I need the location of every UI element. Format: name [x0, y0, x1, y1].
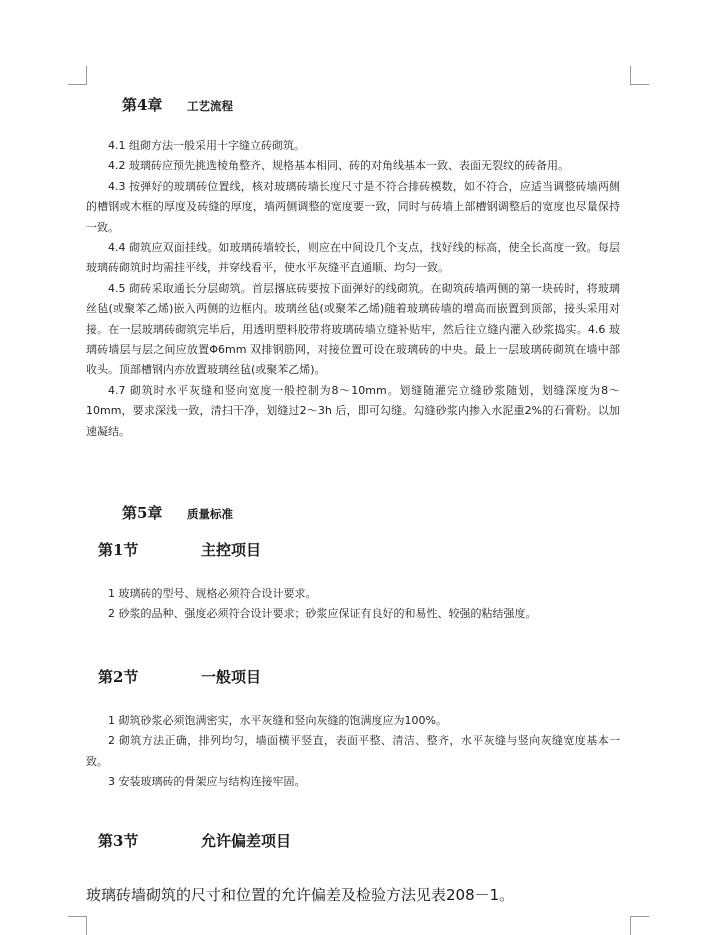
- section-3-number: 第3节: [98, 832, 139, 850]
- section-2-items: [86, 711, 620, 793]
- section-2-number: 第2节: [98, 668, 139, 686]
- section-1-number: 第1节: [98, 541, 139, 559]
- crop-mark-bottom-right: [630, 916, 649, 935]
- section-1-item: 2 砂浆的品种、强度必须符合设计要求；砂浆应保证有良好的和易性、较强的粘结强度。: [108, 607, 537, 621]
- chapter-5-number: 第5章: [122, 504, 163, 522]
- section-2-item: 2 砌筑方法正确，排列均匀，墙面横平竖直，表面平整、清洁、整齐，水平灰缝与竖向灰缝宽度基本一致。: [86, 734, 620, 768]
- paragraph-4-5: 4.5 砌砖采取通长分层砌筑。首层撂底砖要按下面弹好的线砌筑。在砌筑砖墙两侧的第一块砖时，将玻璃丝毡(或聚苯乙烯)嵌入两侧的边框内。玻璃丝毡(或聚苯乙烯)随着玻璃砖墙的增高而嵌置到顶部，接头采用对接。在一层玻璃砖砌筑完毕后，用透明塑料胶带将玻璃砖墙立缝补贴牢，然后往立缝内灌入砂浆捣实。4.6 玻璃砖墙层与层之间应放置Φ6mm 双排钢筋网，对接位置可设在玻璃砖的中央。最上一层玻璃砖砌筑在墙中部收头。顶部槽钢内亦放置玻璃丝毡(或聚苯乙烯)。: [86, 281, 620, 377]
- crop-mark-bottom-left: [68, 916, 87, 935]
- paragraph-4-1: 4.1 组砌方法一般采用十字缝立砖砌筑。: [108, 139, 305, 152]
- chapter-5-title: 质量标准: [187, 507, 233, 521]
- chapter-4-number: 第4章: [122, 96, 163, 114]
- paragraph-4-3: 4.3 按弹好的玻璃砖位置线，核对玻璃砖墙长度尺寸是不符合排砖模数，如不符合，应适当调整砖墙两侧的槽钢或木框的厚度及砖缝的厚度，墙两侧调整的宽度要一致，同时与砖墙上部槽钢调整后的宽度也尽量保持一致。: [86, 179, 620, 234]
- section-1-title: 主控项目: [201, 541, 262, 559]
- section-3-text: 玻璃砖墙砌筑的尺寸和位置的允许偏差及检验方法见表208－1。: [86, 886, 515, 904]
- crop-mark-top-left: [68, 66, 87, 85]
- section-1-items: [86, 584, 620, 625]
- section-2-item: 1 砌筑砂浆必须饱满密实，水平灰缝和竖向灰缝的饱满度应为100%。: [108, 714, 447, 727]
- chapter-4-body: [86, 136, 620, 442]
- section-3-title: 允许偏差项目: [201, 832, 292, 850]
- paragraph-4-2: 4.2 玻璃砖应预先挑选棱角整齐、规格基本相同、砖的对角线基本一致、表面无裂纹的砖备用。: [108, 159, 569, 173]
- section-2-title: 一般项目: [201, 668, 262, 686]
- section-1-item: 1 玻璃砖的型号、规格必须符合设计要求。: [108, 587, 317, 600]
- paragraph-4-7: 4.7 砌筑时水平灰缝和竖向宽度一般控制为8～10mm。划缝随灌完立缝砂浆随划，划缝深度为8～10mm，要求深浅一致，清扫干净，划缝过2～3h 后，即可勾缝。勾缝砂浆内掺入水泥重2%的石膏粉。以加速凝结。: [86, 383, 620, 438]
- crop-mark-top-right: [630, 66, 649, 85]
- paragraph-4-4: 4.4 砌筑应双面挂线。如玻璃砖墙较长，则应在中间设几个支点，找好线的标高，使全长高度一致。每层玻璃砖砌筑时均需挂平线，并穿线看平，使水平灰缝平直通顺、均匀一致。: [86, 241, 620, 275]
- chapter-4-title: 工艺流程: [187, 99, 233, 113]
- section-2-item: 3 安装玻璃砖的骨架应与结构连接牢固。: [108, 775, 306, 789]
